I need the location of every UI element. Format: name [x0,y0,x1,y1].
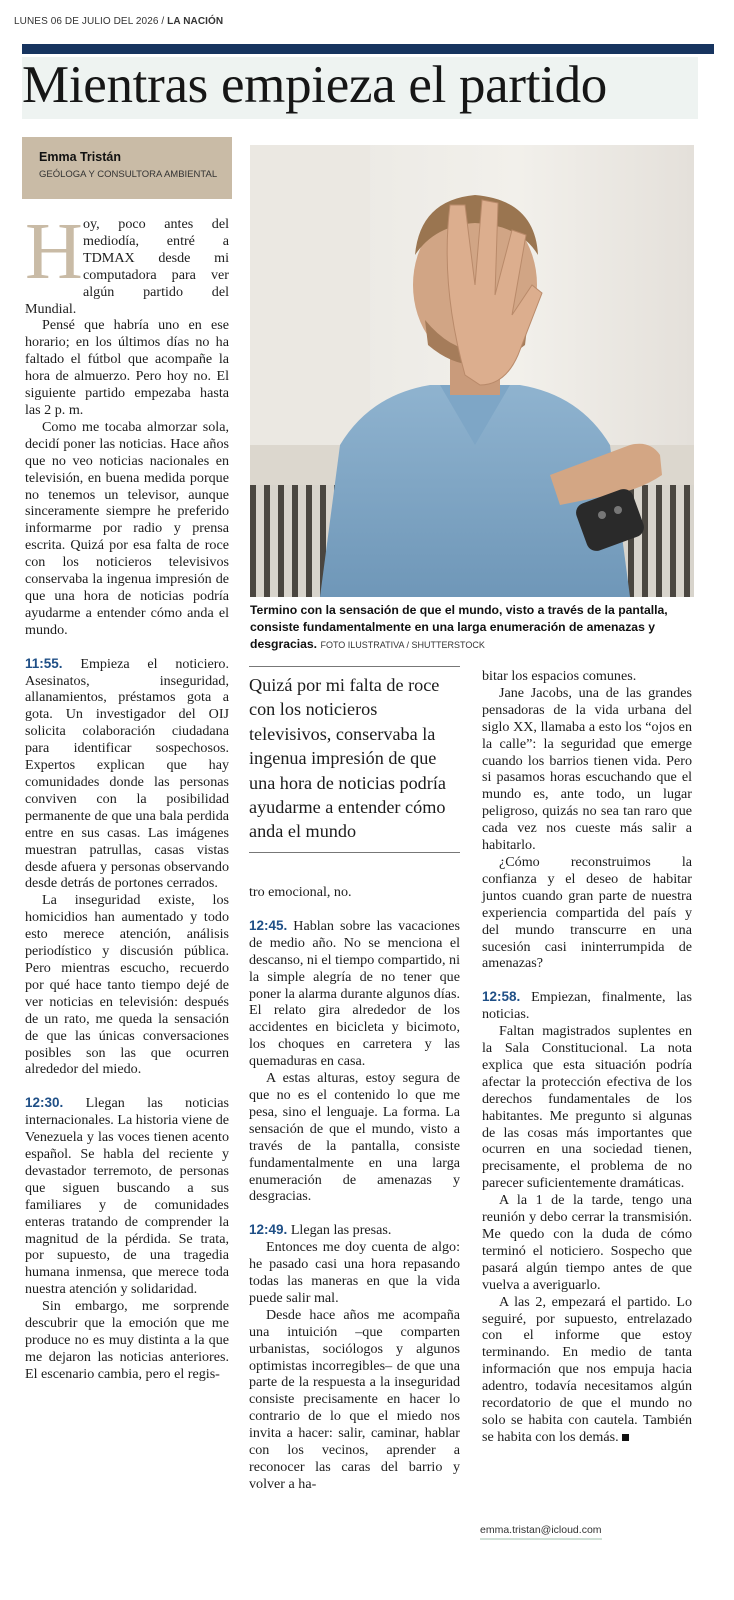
paragraph: Faltan magistrados suplentes en la Sala Constitucional. La nota explica que esta situación podría afectar la protección efectiva de los derechos fundamentales de los habitantes. Me pregunto si algunas de las cosas más importantes que ocurren en una sociedad tienen, precisamente, el problema de no parecer suficientemente dramáticas. [482,1023,692,1192]
paragraph-text: Empiezan, finalmente, las noticias. [482,989,692,1023]
paragraph [25,656,229,893]
newspaper-name: LA NACIÓN [167,16,224,27]
photo-credit: FOTO ILUSTRATIVA / SHUTTERSTOCK [320,640,485,650]
paragraph [25,208,229,317]
paragraph: bitar los espacios comunes. [482,668,637,684]
end-of-article-mark [622,1434,629,1441]
author-email[interactable]: emma.tristan@icloud.com [480,1524,602,1540]
paragraph-text: Llegan las presas. [290,1222,392,1239]
paragraph-text: Empieza el noticiero. Asesinatos, inseguridad, allanamientos, préstamos gota a gota. Un investigador del OIJ solicita colaboración ciudadana para identificar sospechosos. Expertos explican que hay comunidades donde las personas conviven con la posibilidad permanente de que una bala perdida entre en sus casas. Las imágenes muestran patrullas, casas vistas desde afuera y personas observando desde detrás de portones cerrados. [25,655,229,892]
paragraph: tro emocional, no. [249,884,352,900]
paragraph-text: A las 2, empezará el partido. Lo seguiré, por supuesto, entrelazado con el informe que estoy terminando. En medio de tanta información que nos empuja hacia adentro, todavía necesitamos algún recordatorio de que el mundo no solo se habita con cautela. También se habita con los demás. [482,1293,692,1445]
paragraph [482,989,692,1023]
caption-text: Termino con la sensación de que el mundo, visto a través de la pantalla, consiste fundamentalmente en una larga enumeración de amenazas y desgracias. [250,603,668,651]
paragraph [25,1095,229,1298]
article-photo [250,145,694,597]
paragraph: La inseguridad existe, los homicidios han aumentado y todo esto merece atención, análisis periodístico y discusión pública. Pero mientras escucho, recuerdo por qué hace tanto tiempo dejé de ver noticias en televisión: después de un rato, me queda la sensación de que las únicas conversaciones posibles son las que ocurren alrededor del miedo. [25,892,229,1078]
pull-quote-text: Quizá por mi falta de roce con los noticieros televisivos, conservaba la ingenua impresión de que una hora de noticias podría ayudarme a entender cómo anda el mundo [249,675,446,842]
time-stamp: 12:58. [482,989,521,1005]
paragraph-text: Hablan sobre las vacaciones de medio año. No se menciona el descanso, ni el tiempo compartido, ni la simple alegría de no tener que poner la alarma durante algunos días. El relato gira alrededor de los accidentes en bicicleta y bicimoto, los choques en carretera y las quemaduras en casa. [249,917,460,1070]
author-name: Emma Tristán [39,150,121,164]
time-stamp: 12:30. [25,1095,64,1111]
paragraph: A la 1 de la tarde, tengo una reunión y debo cerrar la transmisión. Me quedo con la duda de cómo terminó el noticiero. Sospecho que pasará algún tiempo antes de que vuelva a averiguarlo. [482,1192,692,1293]
article-column-2 [249,884,460,1493]
paragraph-text: Llegan las noticias internacionales. La historia viene de Venezuela y las voces tienen acento español. Se habla del reciente y devastador terremoto, de personas que siguen buscando a sus familiares y de comunidades enteras tratando de comprender la magnitud de la pérdida. Se trata, por supuesto, de una tragedia humana inmensa, que merece toda nuestra atención y solidaridad. [25,1095,230,1298]
paragraph: Sin embargo, me sorprende descubrir que la emoción que me produce no es muy distinta a la que me dejaron las noticias anteriores. El escenario cambia, pero el regis- [25,1298,229,1382]
paragraph: Entonces me doy cuenta de algo: he pasado casi una hora repasando todas las maneras en que la vida puede salir mal. [249,1239,460,1306]
headline: Mientras empieza el partido [22,56,607,114]
date-text: LUNES 06 DE JULIO DEL 2026 / [14,16,165,27]
author-box [22,137,232,199]
paragraph [482,1294,692,1446]
paragraph: A estas alturas, estoy segura de que no es el contenido lo que me pesa, sino el lenguaje. La forma. La sensación de que el mundo, visto a través de la pantalla, consiste fundamentalmente en una larga enumeración de amenazas y desgracias. [249,1070,460,1205]
man-covering-face-with-remote-photo [250,145,694,597]
paragraph: ¿Cómo reconstruimos la confianza y el deseo de habitar juntos cuando gran parte de nuestra experiencia compartida del país y del mundo transcurre en una sucesión casi ininterrumpida de amenazas? [482,853,692,972]
article-column-3 [482,668,692,1446]
author-role: GEÓLOGA Y CONSULTORA AMBIENTAL [39,169,218,180]
time-stamp: 11:55. [25,655,63,671]
time-stamp: 12:45. [249,917,288,933]
pull-quote [249,666,460,853]
paragraph: Desde hace años me acompaña una intuición –que comparten urbanistas, sociólogos y algunos optimistas incorregibles– de que una parte de la respuesta a la inseguridad consiste precisamente en hacer lo contrario de lo que el miedo nos invita a hacer: salir, caminar, hablar con los vecinos, aprender a reconocer las caras del barrio y volver a ha- [249,1306,460,1492]
time-stamp: 12:49. [249,1222,288,1238]
article-column-1 [25,208,230,1383]
paragraph [249,918,460,1070]
photo-caption [250,602,694,654]
drop-cap: H [25,208,83,296]
paragraph: Jane Jacobs, una de las grandes pensadoras de la vida urbana del siglo XX, llamaba a esto los “ojos en la calle”: la seguridad que emerge cuando los barrios tienen vida. Pero si pasamos horas escuchando que el mundo es, ante todo, un lugar peligroso, quizás no sea tan raro que cada vez nos cueste más salir a habitarlo. [482,684,692,854]
paragraph [249,1222,460,1239]
paragraph: Pensé que habría uno en ese horario; en los últimos días no ha faltado el fútbol que acompañe la hora de almuerzo. Pero hoy no. El siguiente partido empezaba hasta las 2 p. m. [25,317,229,418]
dateline [14,16,223,27]
paragraph: Como me tocaba almorzar sola, decidí poner las noticias. Hace años que no veo noticias nacionales en televisión, en buena medida porque no tenemos un televisor, aunque sinceramente siempre he preferido informarme por radio y prensa escrita. Quizá por esa falta de roce con los noticieros televisivos conservaba la ingenua impresión de que una hora de noticias podría ayudarme a entender cómo anda el mundo. [25,418,229,638]
paragraph-text: oy, poco antes del mediodía, entré a TDMAX desde mi computadora para ver algún partido del Mundial. [25,216,229,317]
